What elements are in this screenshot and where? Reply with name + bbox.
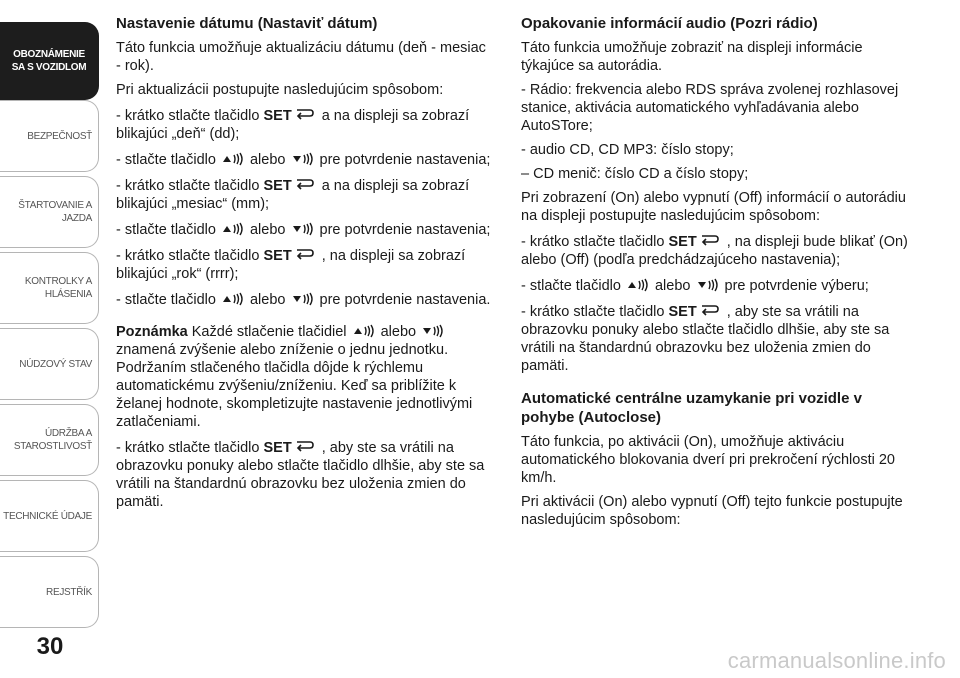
note-paragraph: Poznámka Každé stlačenie tlačidiel alebo znamená zvýšenie alebo zníženie o jednu jednotku. Podržaním stlačeného tlačidla dôjde k rýchlemu automatickému zvýšeniu/zníženiu. Keď sa priblížite k želanej hodnote, skompletizujte nastavenie jednotlivými zatlačeniami. xyxy=(116,321,494,431)
set-button-label: SET xyxy=(263,248,292,264)
audio-item-cd: - audio CD, CD MP3: číslo stopy; xyxy=(521,142,734,158)
return-arrow-icon xyxy=(294,245,316,263)
date-step-5: - krátko stlačte tlačidlo SET , na displeji sa zobrazí blikajúci „rok“ (rrrr); xyxy=(116,245,494,283)
return-arrow-icon xyxy=(294,175,316,193)
date-lead: Pri aktualizácii postupujte nasledujúcim spôsobom: xyxy=(116,82,444,98)
up-voice-icon xyxy=(222,289,244,307)
autoclose-intro: Táto funkcia, po aktivácii (On), umožňuje aktiváciu automatického blokovania dverí pri prekročení rýchlosti 20 km/h. xyxy=(521,434,895,486)
date-step-1: - krátko stlačte tlačidlo SET a na displeji sa zobrazí blikajúci „deň“ (dd); xyxy=(116,105,494,143)
set-button-label: SET xyxy=(263,108,292,124)
audio-step-3: - krátko stlačte tlačidlo SET , aby ste sa vrátili na obrazovku ponuky alebo stlačte tlačidlo dlhšie, aby ste sa vrátili na štandardnú obrazovku bez uloženia zmien do pamäti. xyxy=(521,301,913,375)
autoclose-heading: Automatické centrálne uzamykanie pri vozidle v pohybe (Autoclose) xyxy=(521,390,862,426)
autoclose-lead: Pri aktivácii (On) alebo vypnutí (Off) tejto funkcie postupujte nasledujúcim spôsobom: xyxy=(521,494,903,528)
date-step-4: - stlačte tlačidlo alebo pre potvrdenie nastavenia; xyxy=(116,219,494,239)
up-voice-icon xyxy=(353,321,375,339)
watermark: carmanualsonline.info xyxy=(727,648,946,673)
tab-bezpecnost[interactable]: BEZPEČNOSŤ xyxy=(0,100,99,172)
set-button-label: SET xyxy=(263,440,292,456)
audio-info-heading: Opakovanie informácií audio (Pozri rádio) xyxy=(521,15,818,32)
down-voice-icon xyxy=(292,289,314,307)
return-arrow-icon xyxy=(699,231,721,249)
set-button-label: SET xyxy=(263,178,292,194)
up-voice-icon xyxy=(222,219,244,237)
left-column xyxy=(116,14,494,517)
date-step-6: - stlačte tlačidlo alebo pre potvrdenie nastavenia. xyxy=(116,289,494,309)
tab-nudzovy-stav[interactable]: NÚDZOVÝ STAV xyxy=(0,328,99,400)
audio-item-radio: - Rádio: frekvencia alebo RDS správa zvolenej rozhlasovej stanice, aktivácia automatického vyhľadávania alebo AutoSTore; xyxy=(521,82,899,134)
return-arrow-icon xyxy=(294,105,316,123)
audio-step-1: - krátko stlačte tlačidlo SET , na displeji bude blikať (On) alebo (Off) (podľa predchádzajúceho nastavenia); xyxy=(521,231,913,269)
set-button-label: SET xyxy=(668,304,697,320)
tab-rejstrik[interactable]: REJSTŘÍK xyxy=(0,556,99,628)
audio-item-changer: – CD menič: číslo CD a číslo stopy; xyxy=(521,166,749,182)
page-number: 30 xyxy=(36,633,64,660)
date-intro: Táto funkcia umožňuje aktualizáciu dátumu (deň - mesiac - rok). xyxy=(116,40,486,74)
tab-kontrolky[interactable]: KONTROLKY A HLÁSENIA xyxy=(0,252,99,324)
date-step-2: - stlačte tlačidlo alebo pre potvrdenie nastavenia; xyxy=(116,149,494,169)
audio-intro: Táto funkcia umožňuje zobraziť na displeji informácie týkajúce sa autorádia. xyxy=(521,40,863,74)
up-voice-icon xyxy=(222,149,244,167)
up-voice-icon xyxy=(627,275,649,293)
down-voice-icon xyxy=(292,149,314,167)
return-arrow-icon xyxy=(294,437,316,455)
chapter-sidebar xyxy=(0,0,100,678)
down-voice-icon xyxy=(292,219,314,237)
tab-udrzba[interactable]: ÚDRŽBA A STAROSTLIVOSŤ xyxy=(0,404,99,476)
set-button-label: SET xyxy=(668,234,697,250)
tab-oboznamenie[interactable]: OBOZNÁMENIE SA S VOZIDLOM xyxy=(0,22,99,100)
down-voice-icon xyxy=(422,321,444,339)
tab-technicke-udaje[interactable]: TECHNICKÉ ÚDAJE xyxy=(0,480,99,552)
audio-lead: Pri zobrazení (On) alebo vypnutí (Off) informácií o autorádiu na displeji postupujte nasledujúcim spôsobom: xyxy=(521,190,906,224)
date-step-7: - krátko stlačte tlačidlo SET , aby ste sa vrátili na obrazovku ponuky alebo stlačte tlačidlo dlhšie, aby ste sa vrátili na štandardnú obrazovku bez uloženia zmien do pamäti. xyxy=(116,437,494,511)
audio-step-2: - stlačte tlačidlo alebo pre potvrdenie výberu; xyxy=(521,275,913,295)
down-voice-icon xyxy=(697,275,719,293)
return-arrow-icon xyxy=(699,301,721,319)
right-column xyxy=(521,14,913,535)
note-label: Poznámka xyxy=(116,324,188,340)
date-step-3: - krátko stlačte tlačidlo SET a na displeji sa zobrazí blikajúci „mesiac“ (mm); xyxy=(116,175,494,213)
date-setting-heading: Nastavenie dátumu (Nastaviť dátum) xyxy=(116,15,378,32)
tab-startovanie[interactable]: ŠTARTOVANIE A JAZDA xyxy=(0,176,99,248)
